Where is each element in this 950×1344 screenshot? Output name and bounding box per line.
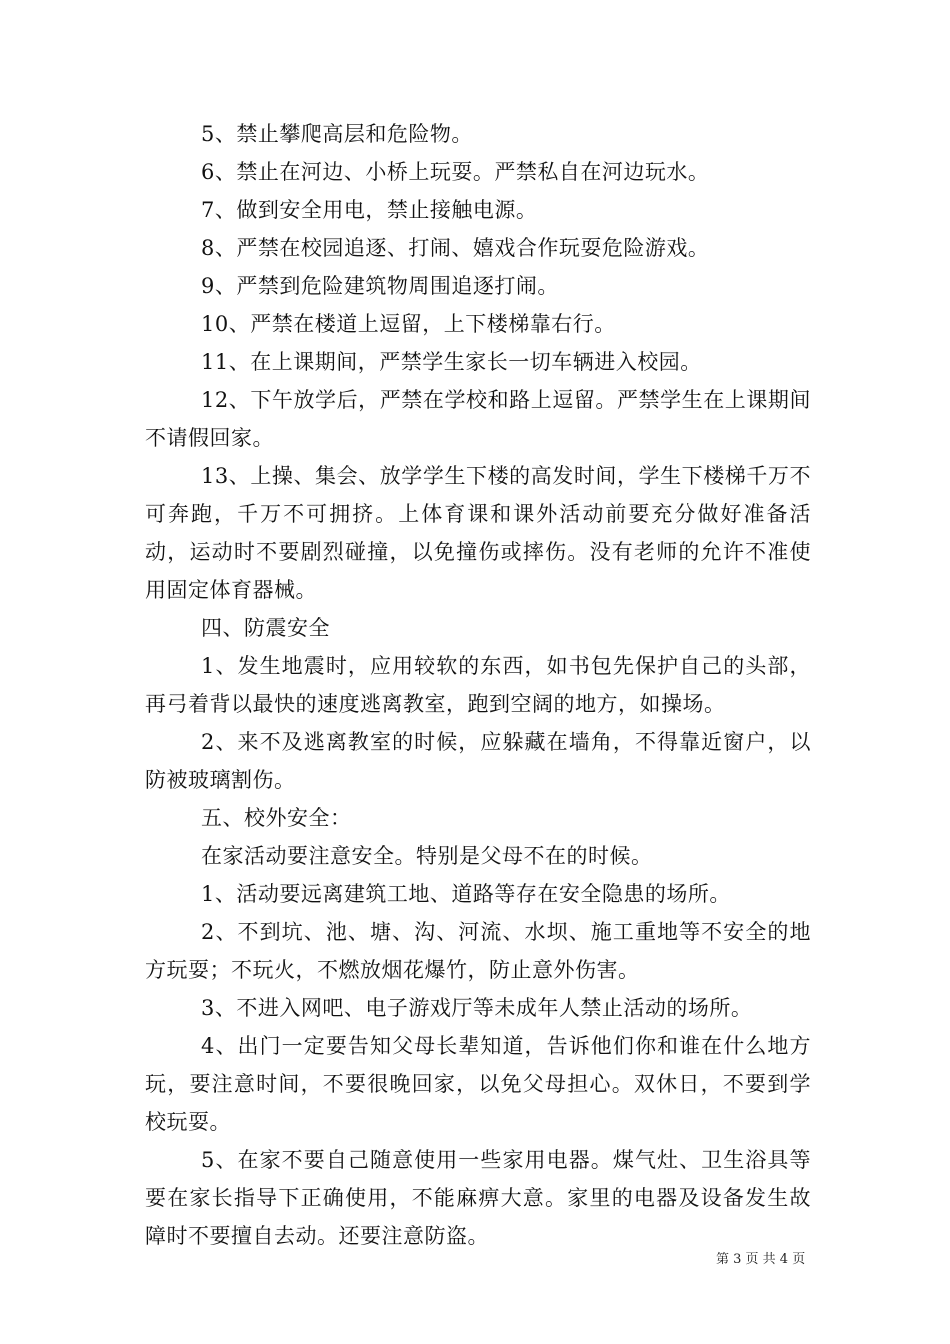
section-heading: 五、校外安全：	[201, 806, 352, 830]
paragraph: 3、不进入网吧、电子游戏厅等未成年人禁止活动的场所。	[201, 996, 753, 1020]
paragraph: 1、发生地震时，应用较软的东西，如书包先保护自己的头部，再弓着背以最快的速度逃离教室，跑到空阔的地方，如操场。	[145, 654, 811, 716]
paragraph: 5、在家不要自己随意使用一些家用电器。煤气灶、卫生浴具等要在家长指导下正确使用，不能麻痹大意。家里的电器及设备发生故障时不要擅自去动。还要注意防盗。	[145, 1148, 811, 1248]
page-number: 第 3 页 共 4 页	[716, 1252, 806, 1267]
paragraph: 4、出门一定要告知父母长辈知道，告诉他们你和谁在什么地方玩，要注意时间，不要很晚回家，以免父母担心。双休日，不要到学校玩耍。	[145, 1034, 811, 1134]
paragraph: 9、严禁到危险建筑物周围追逐打闹。	[201, 274, 559, 298]
document-body	[145, 115, 811, 1255]
paragraph: 5、禁止攀爬高层和危险物。	[201, 122, 473, 146]
paragraph: 6、禁止在河边、小桥上玩耍。严禁私自在河边玩水。	[201, 160, 710, 184]
paragraph: 7、做到安全用电，禁止接触电源。	[201, 198, 538, 222]
paragraph: 13、上操、集会、放学学生下楼的高发时间，学生下楼梯千万不可奔跑，千万不可拥挤。上体育课和课外活动前要充分做好准备活动，运动时不要剧烈碰撞，以免撞伤或摔伤。没有老师的允许不准使用固定体育器械。	[145, 464, 811, 602]
section-heading: 四、防震安全	[201, 616, 330, 640]
paragraph: 2、不到坑、池、塘、沟、河流、水坝、施工重地等不安全的地方玩耍；不玩火，不燃放烟花爆竹，防止意外伤害。	[145, 920, 811, 982]
paragraph: 2、来不及逃离教室的时候，应躲藏在墙角，不得靠近窗户，以防被玻璃割伤。	[145, 730, 811, 792]
paragraph: 10、严禁在楼道上逗留，上下楼梯靠右行。	[201, 312, 616, 336]
paragraph: 12、下午放学后，严禁在学校和路上逗留。严禁学生在上课期间不请假回家。	[145, 388, 811, 450]
paragraph: 1、活动要远离建筑工地、道路等存在安全隐患的场所。	[201, 882, 731, 906]
paragraph: 8、严禁在校园追逐、打闹、嬉戏合作玩耍危险游戏。	[201, 236, 710, 260]
paragraph: 在家活动要注意安全。特别是父母不在的时候。	[201, 844, 653, 868]
paragraph: 11、在上课期间，严禁学生家长一切车辆进入校园。	[201, 350, 702, 374]
